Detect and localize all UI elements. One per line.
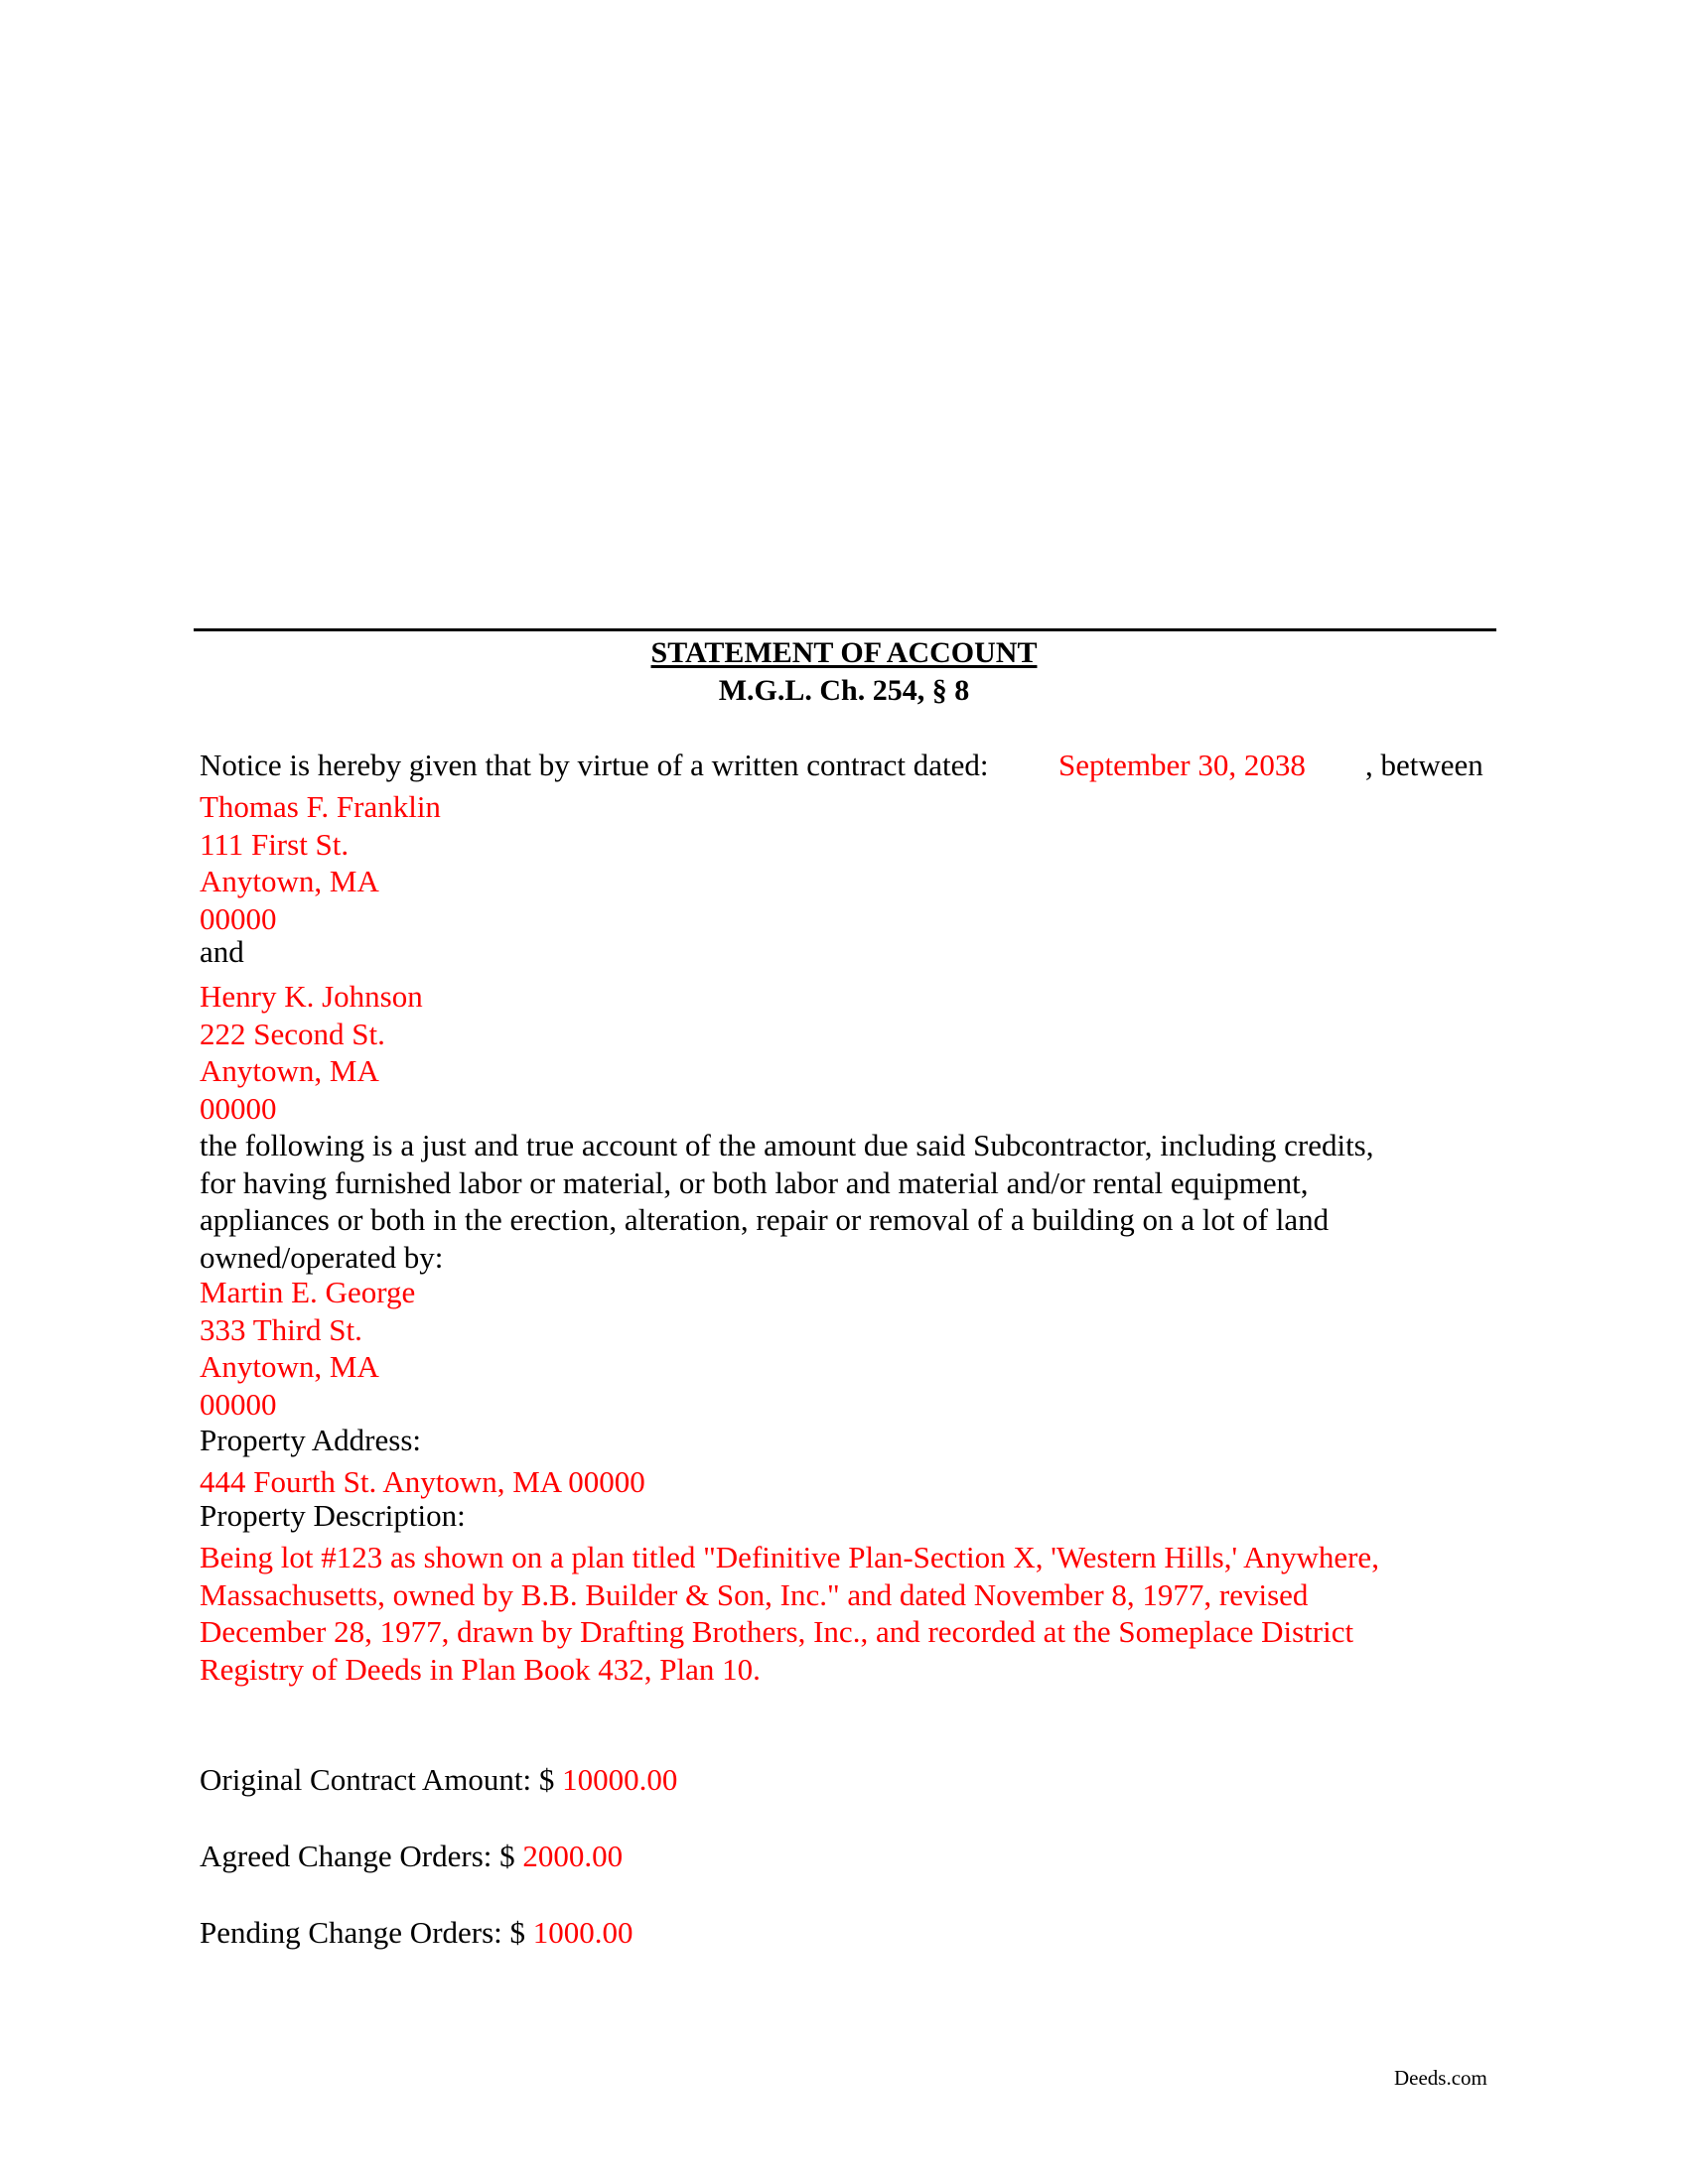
original-contract-value: 10000.00 bbox=[562, 1762, 678, 1797]
notice-suffix: , between bbox=[1365, 748, 1483, 782]
party2-zip: 00000 bbox=[200, 1090, 277, 1126]
owner-zip: 00000 bbox=[200, 1386, 277, 1422]
property-description bbox=[200, 1539, 1500, 1688]
description-line-4: Registry of Deeds in Plan Book 432, Plan 10. bbox=[200, 1651, 761, 1687]
agreed-change-orders-row bbox=[200, 1838, 623, 1874]
pending-change-orders-row bbox=[200, 1914, 633, 1951]
party1-name: Thomas F. Franklin bbox=[200, 789, 441, 824]
party2-address-block bbox=[200, 978, 423, 1127]
account-paragraph bbox=[200, 1127, 1500, 1276]
statute-reference: M.G.L. Ch. 254, § 8 bbox=[718, 674, 970, 707]
party1-city: Anytown, MA bbox=[200, 864, 379, 898]
property-address: 444 Fourth St. Anytown, MA 00000 bbox=[200, 1464, 645, 1499]
contract-date: September 30, 2038 bbox=[1058, 748, 1306, 782]
document-title: STATEMENT OF ACCOUNT bbox=[650, 636, 1038, 669]
description-line-1: Being lot #123 as shown on a plan titled "Definitive Plan-Section X, 'Western Hills,' Anywhere, bbox=[200, 1540, 1379, 1574]
party2-name: Henry K. Johnson bbox=[200, 979, 423, 1014]
description-line-3: December 28, 1977, drawn by Drafting Brothers, Inc., and recorded at the Someplace District bbox=[200, 1614, 1354, 1649]
owner-street: 333 Third St. bbox=[200, 1311, 362, 1347]
agreed-change-orders-label: Agreed Change Orders: $ bbox=[200, 1839, 515, 1873]
pending-change-orders-label: Pending Change Orders: $ bbox=[200, 1915, 526, 1950]
account-line-2: for having furnished labor or material, or both labor and material and/or rental equipment, bbox=[200, 1164, 1309, 1200]
party1-address-block bbox=[200, 788, 441, 937]
pending-change-orders-value: 1000.00 bbox=[532, 1915, 633, 1950]
property-address-label: Property Address: bbox=[200, 1423, 422, 1457]
property-description-label: Property Description: bbox=[200, 1498, 466, 1533]
account-line-4: owned/operated by: bbox=[200, 1239, 444, 1275]
connector-and: and bbox=[200, 934, 244, 969]
description-line-2: Massachusetts, owned by B.B. Builder & Son, Inc." and dated November 8, 1977, revised bbox=[200, 1576, 1309, 1612]
owner-city: Anytown, MA bbox=[200, 1349, 379, 1384]
owner-address-block bbox=[200, 1274, 415, 1423]
account-line-1: the following is a just and true account of the amount due said Subcontractor, including credits, bbox=[200, 1128, 1374, 1162]
party2-city: Anytown, MA bbox=[200, 1053, 379, 1088]
original-contract-row bbox=[200, 1761, 677, 1798]
footer-brand: Deeds.com bbox=[1394, 2066, 1487, 2090]
original-contract-label: Original Contract Amount: $ bbox=[200, 1762, 555, 1797]
owner-name: Martin E. George bbox=[200, 1275, 416, 1309]
party2-street: 222 Second St. bbox=[200, 1016, 385, 1051]
party1-zip: 00000 bbox=[200, 900, 277, 936]
agreed-change-orders-value: 2000.00 bbox=[522, 1839, 624, 1873]
notice-prefix: Notice is hereby given that by virtue of a written contract dated: bbox=[200, 748, 989, 782]
account-line-3: appliances or both in the erection, alteration, repair or removal of a building on a lot of land bbox=[200, 1202, 1330, 1237]
header-rule bbox=[194, 628, 1496, 631]
party1-street: 111 First St. bbox=[200, 826, 350, 862]
